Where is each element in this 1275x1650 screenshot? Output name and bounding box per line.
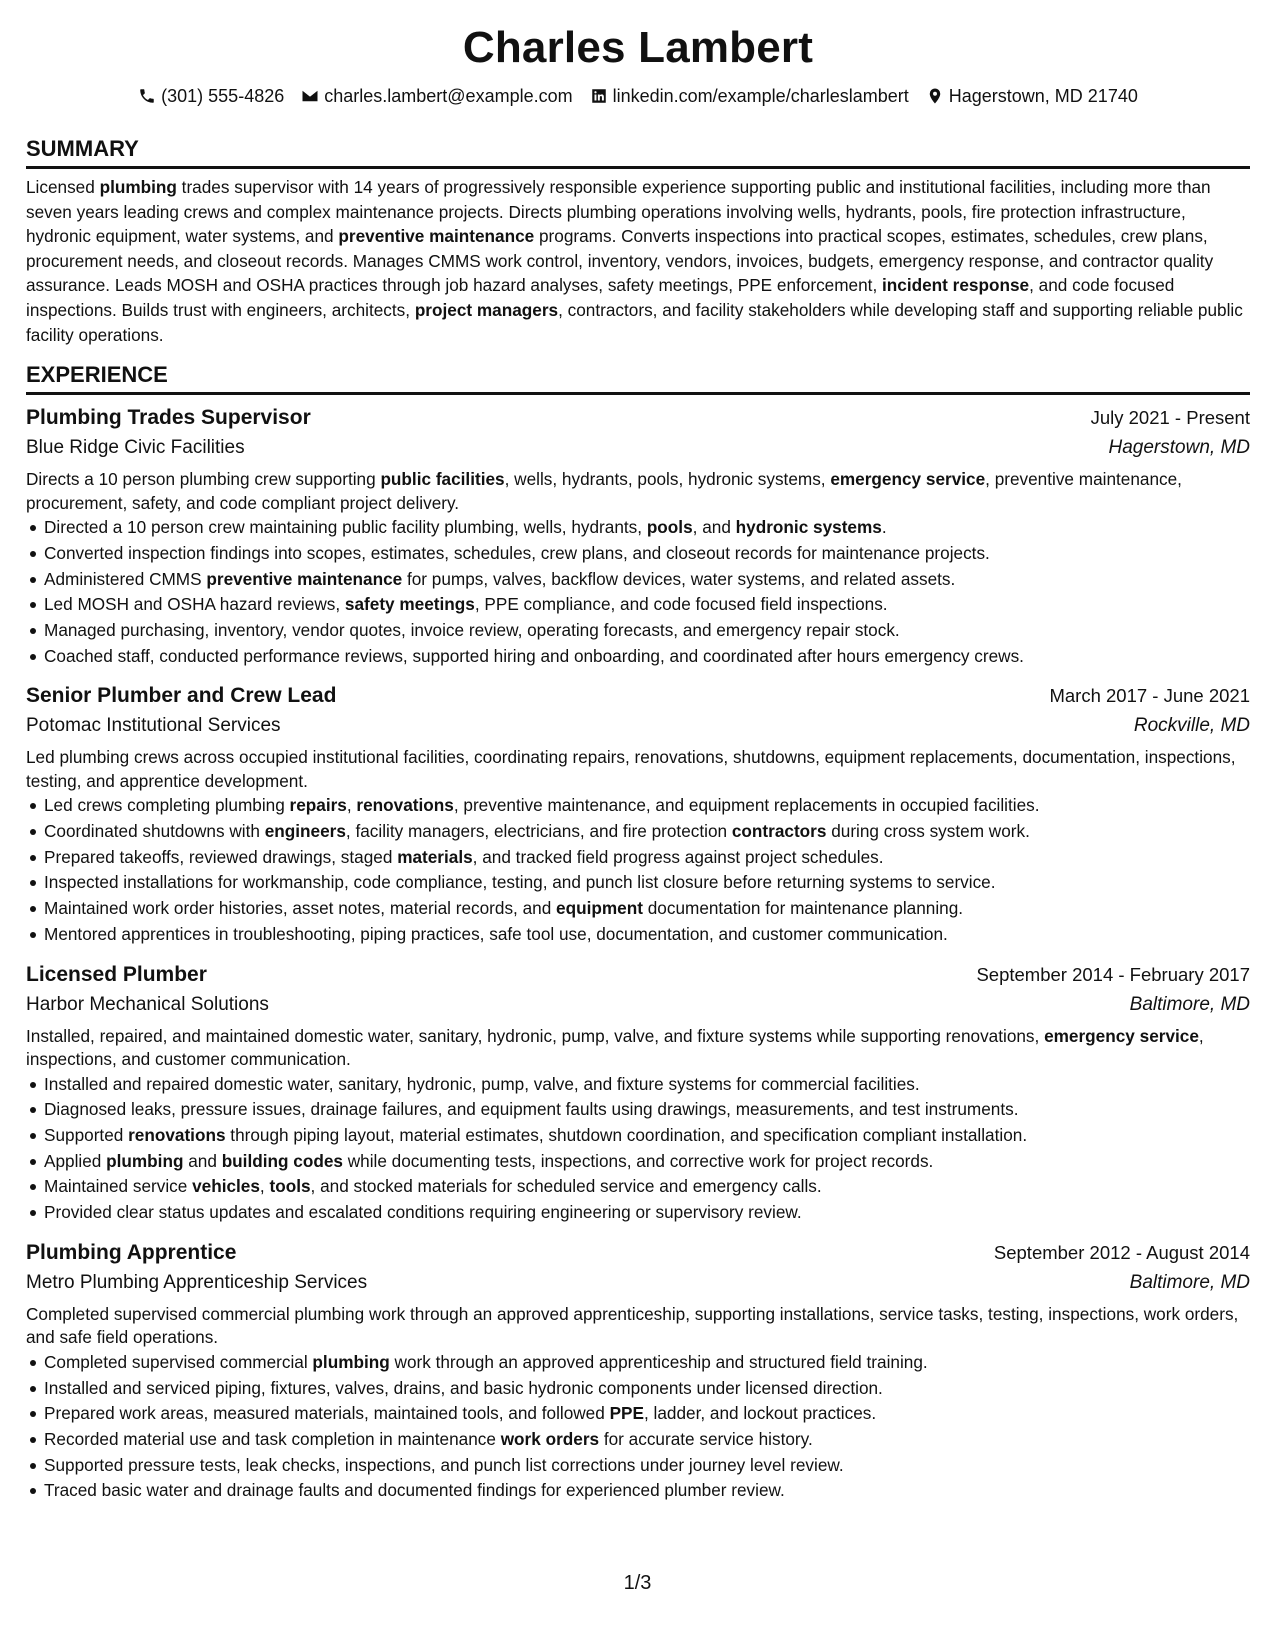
job-location: Baltimore, MD (1129, 993, 1250, 1015)
email-link[interactable]: charles.lambert@example.com (324, 86, 573, 106)
text-run: Provided clear status updates and escalated conditions requiring engineering or supervisory review. (44, 1202, 802, 1223)
job-title: Plumbing Trades Supervisor (26, 406, 311, 430)
text-run: , and (692, 517, 736, 538)
text-run: Mentored apprentices in troubleshooting, piping practices, safe tool use, documentation, and customer communication. (44, 923, 948, 944)
text-run: Converted inspection findings into scopes, estimates, schedules, crew plans, and closeout records for maintenance projects. (44, 542, 990, 563)
job-bullets (26, 1072, 1250, 1226)
bold-keyword: plumbing (99, 177, 177, 197)
text-run: . (881, 517, 887, 538)
contact-location (926, 84, 1138, 108)
text-run: programs. Converts inspections into practical scopes, estimates, schedules, crew plans, procurement needs, and closeout records. Manages CMMS work control, inventory, vendors, invoices, budgets, emergency response, and contractor quality assurance. Leads MOSH and OSHA practices through job hazard analyses, safety meetings, PPE enforcement, (26, 226, 1214, 296)
bold-keyword: incident response (882, 275, 1030, 296)
text-run: , facility managers, electricians, and fire protection (345, 821, 732, 842)
job-dates: July 2021 - Present (1090, 407, 1250, 429)
bullet-item (26, 845, 1250, 871)
bold-keyword: tools (269, 1176, 311, 1197)
job-company: Metro Plumbing Apprenticeship Services (26, 1271, 368, 1293)
job-company: Blue Ridge Civic Facilities (26, 437, 245, 459)
job-entry (26, 403, 1250, 669)
bullet-item (26, 592, 1250, 618)
text-run: Directs a 10 person plumbing crew supporting (26, 469, 381, 490)
job-title: Plumbing Apprentice (26, 1240, 237, 1264)
text-run: Supported (44, 1125, 129, 1145)
bullet-item (26, 896, 1250, 922)
text-run: , wells, hydrants, pools, hydronic systems, (504, 469, 831, 490)
bold-keyword: project managers (414, 299, 559, 320)
contact-bar (26, 84, 1250, 108)
text-run: Supported pressure tests, leak checks, inspections, and punch list corrections under journey level review. (44, 1454, 844, 1475)
text-run: Managed purchasing, inventory, vendor quotes, invoice review, operating forecasts, and emergency repair stock. (44, 619, 900, 640)
text-run: Prepared work areas, measured materials, maintained tools, and followed (44, 1403, 610, 1424)
text-run: Applied (44, 1150, 107, 1171)
text-run: Completed supervised commercial (44, 1351, 313, 1372)
text-run: Recorded material use and task completion in maintenance (44, 1428, 501, 1449)
resume-page (26, 20, 1250, 1504)
text-run: Led crews completing plumbing (44, 795, 290, 816)
text-run: work through an approved apprenticeship and structured field training. (389, 1351, 928, 1372)
text-run: trades supervisor with 14 years of progressively responsible experience supporting public and institutional facilities, including more than seven years leading crews and complex maintenance projects. Directs plumbing operations involving wells, hydrants, pools, fire protection infrastructure, hydronic equipment, water systems, and (26, 177, 1211, 247)
bold-keyword: materials (397, 846, 473, 867)
text-run: Traced basic water and drainage faults and documented findings for experienced plumber review. (44, 1480, 785, 1501)
phone-text: (301) 555-4826 (161, 86, 285, 106)
bold-keyword: preventive maintenance (206, 568, 403, 589)
job-location: Rockville, MD (1133, 715, 1250, 737)
bullet-item (26, 644, 1250, 670)
text-run: for pumps, valves, backflow devices, water systems, and related assets. (402, 568, 956, 589)
bullet-item (26, 1097, 1250, 1123)
bold-keyword: public facilities (380, 469, 505, 490)
text-run: , and code focused inspections. Builds trust with engineers, architects, (26, 275, 1175, 320)
job-dates: September 2014 - February 2017 (976, 963, 1250, 985)
text-run: Installed, repaired, and maintained domestic water, sanitary, hydronic, pump, valve, and fixture systems while supporting renovations, (26, 1025, 1045, 1046)
text-run: , preventive maintenance, and equipment replacements in occupied facilities. (453, 795, 1040, 816)
envelope-icon (301, 87, 319, 105)
text-run: Maintained work order histories, asset notes, material records, and (44, 898, 557, 919)
job-entry (26, 681, 1250, 947)
bold-keyword: engineers (264, 821, 346, 842)
text-run: , PPE compliance, and code focused field inspections. (474, 594, 888, 615)
bullet-item (26, 1453, 1250, 1479)
bold-keyword: renovations (356, 795, 454, 816)
experience-section (26, 361, 1250, 1504)
bullet-item (26, 1376, 1250, 1402)
text-run: , (259, 1176, 270, 1197)
bullet-item (26, 1478, 1250, 1504)
bullet-item (26, 819, 1250, 845)
text-run: Led plumbing crews across occupied institutional facilities, coordinating repairs, renovations, shutdowns, equipment replacements, documentation, inspections, testing, and apprentice development. (26, 747, 1236, 791)
bold-keyword: building codes (221, 1150, 343, 1171)
contact-phone (138, 84, 284, 108)
bullet-item (26, 1200, 1250, 1226)
job-location: Baltimore, MD (1129, 1271, 1250, 1293)
text-run: Administered CMMS (44, 568, 207, 589)
bullet-item (26, 922, 1250, 948)
text-run: , preventive maintenance, procurement, safety, and code compliant project delivery. (26, 469, 1182, 513)
job-company: Potomac Institutional Services (26, 715, 281, 737)
text-run: Coordinated shutdowns with (44, 821, 265, 842)
bullet-item (26, 618, 1250, 644)
bullet-item (26, 1123, 1250, 1149)
contact-linkedin (590, 84, 909, 108)
bold-keyword: contractors (731, 821, 827, 842)
text-run: Inspected installations for workmanship, code compliance, testing, and punch list closure before returning systems to service. (44, 872, 996, 893)
job-summary (26, 1025, 1250, 1072)
bold-keyword: emergency service (1044, 1025, 1199, 1046)
text-run: through piping layout, material estimates, shutdown coordination, and specification compliant installation. (225, 1125, 1028, 1145)
job-bullets (26, 1350, 1250, 1504)
text-run: , ladder, and lockout practices. (643, 1403, 877, 1424)
job-summary (26, 1303, 1250, 1350)
bold-keyword: safety meetings (344, 594, 475, 615)
job-entry (26, 1238, 1250, 1504)
contact-email (301, 84, 572, 108)
job-summary (26, 468, 1250, 515)
job-entry (26, 960, 1250, 1226)
bullet-item (26, 541, 1250, 567)
text-run: Led MOSH and OSHA hazard reviews, (44, 594, 345, 615)
experience-heading: EXPERIENCE (26, 361, 1250, 395)
text-run: Licensed (26, 177, 100, 197)
summary-section (26, 135, 1250, 347)
linkedin-icon (590, 87, 608, 105)
bullet-item (26, 1427, 1250, 1453)
bullet-item (26, 1149, 1250, 1175)
map-pin-icon (926, 87, 944, 105)
linkedin-link[interactable]: linkedin.com/example/charleslambert (612, 86, 909, 106)
bullet-item (26, 1350, 1250, 1376)
text-run: and (183, 1150, 222, 1171)
bold-keyword: emergency service (830, 469, 986, 490)
text-run: Installed and serviced piping, fixtures, valves, drains, and basic hydronic components under licensed direction. (44, 1377, 883, 1398)
job-company: Harbor Mechanical Solutions (26, 993, 269, 1015)
bold-keyword: pools (646, 517, 693, 538)
job-bullets (26, 793, 1250, 947)
location-text: Hagerstown, MD 21740 (948, 86, 1138, 106)
bullet-item (26, 515, 1250, 541)
job-summary (26, 746, 1250, 793)
candidate-name: Charles Lambert (462, 23, 814, 72)
bold-keyword: plumbing (106, 1150, 184, 1171)
bold-keyword: repairs (289, 795, 347, 816)
bold-keyword: work orders (500, 1428, 600, 1449)
bullet-item (26, 1401, 1250, 1427)
bullet-item (26, 870, 1250, 896)
job-bullets (26, 515, 1250, 669)
text-run: Installed and repaired domestic water, sanitary, hydronic, pump, valve, and fixture systems for commercial facilities. (44, 1073, 920, 1094)
job-dates: September 2012 - August 2014 (993, 1241, 1250, 1263)
bullet-item (26, 567, 1250, 593)
bullet-item (26, 793, 1250, 819)
text-run: , and stocked materials for scheduled service and emergency calls. (310, 1176, 822, 1197)
text-run: documentation for maintenance planning. (642, 898, 964, 919)
summary-heading: SUMMARY (26, 135, 1250, 169)
page-number: 1/3 (623, 1572, 652, 1594)
bold-keyword: preventive maintenance (338, 226, 535, 247)
job-title: Licensed Plumber (26, 962, 207, 986)
bullet-item (26, 1072, 1250, 1098)
summary-text (26, 175, 1250, 347)
bullet-item (26, 1174, 1250, 1200)
text-run: Coached staff, conducted performance reviews, supported hiring and onboarding, and coordinated after hours emergency crews. (44, 645, 1024, 666)
text-run: , inspections, and customer communication. (26, 1025, 1204, 1070)
bold-keyword: hydronic systems (735, 517, 882, 538)
text-run: while documenting tests, inspections, and corrective work for project records. (342, 1150, 934, 1171)
bold-keyword: plumbing (312, 1351, 390, 1372)
bold-keyword: equipment (556, 898, 643, 919)
bold-keyword: renovations (128, 1125, 226, 1145)
job-title: Senior Plumber and Crew Lead (26, 684, 337, 708)
text-run: Diagnosed leaks, pressure issues, drainage failures, and equipment faults using drawings, measurements, and test instruments. (44, 1099, 1019, 1120)
text-run: for accurate service history. (599, 1428, 813, 1449)
text-run: Directed a 10 person crew maintaining public facility plumbing, wells, hydrants, (44, 517, 647, 538)
bold-keyword: PPE (609, 1403, 644, 1424)
text-run: , contractors, and facility stakeholders while developing staff and supporting reliable public facility operations. (26, 299, 1243, 345)
text-run: Maintained service (44, 1176, 193, 1197)
text-run: during cross system work. (826, 821, 1030, 842)
job-dates: March 2017 - June 2021 (1049, 685, 1250, 707)
bold-keyword: vehicles (192, 1176, 260, 1197)
text-run: Completed supervised commercial plumbing work through an approved apprenticeship, supporting installations, service tasks, testing, inspections, work orders, and safe field operations. (26, 1303, 1239, 1348)
job-location: Hagerstown, MD (1108, 437, 1250, 459)
text-run: Prepared takeoffs, reviewed drawings, staged (44, 846, 398, 867)
text-run: , (346, 795, 357, 816)
text-run: , and tracked field progress against project schedules. (472, 846, 884, 867)
phone-icon (138, 87, 156, 105)
